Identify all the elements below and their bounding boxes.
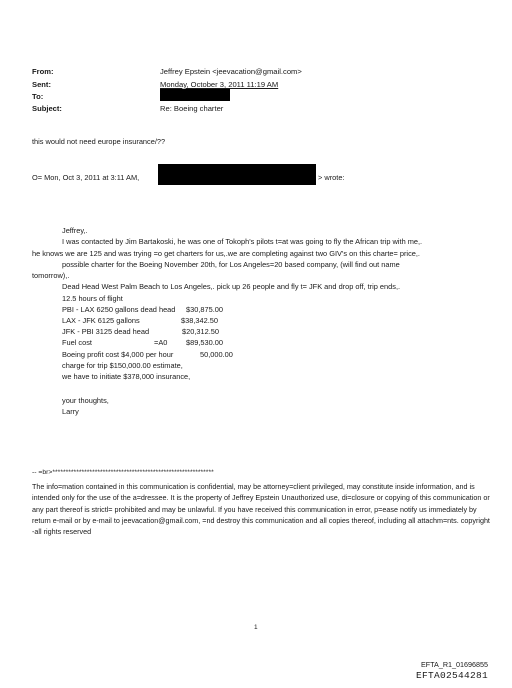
quote-intro-right: > wrote: xyxy=(318,173,345,182)
from-label: From: xyxy=(32,67,54,76)
cost-row-label: Fuel cost xyxy=(62,338,92,347)
body-line-4: tomorrow),. xyxy=(32,271,70,280)
cost-row-label: PBI - LAX 6250 gallons dead head xyxy=(62,305,176,314)
charge-line: charge for trip $150,000.00 estimate, xyxy=(62,361,183,370)
greeting: Jeffrey,. xyxy=(62,226,88,235)
cost-row-label: LAX - JFK 6125 gallons xyxy=(62,316,140,325)
page-number: 1 xyxy=(254,624,258,631)
profit-label: Boeing profit cost $4,000 per hour xyxy=(62,350,174,359)
body-line-2: he knows we are 125 and was trying =o get charters for us,.we are completing against two GIV's on this charte= price,. xyxy=(32,249,420,258)
to-label: To: xyxy=(32,92,44,101)
closing-line-1: your thoughts, xyxy=(62,396,109,405)
disclaimer-text: The info=mation contained in this communication is confidential, may be attorney=client privileged, may constitute inside information, and is intended only for the use of the a=dressee. It is the property of Jeffrey Epstein Unauthorized use, di=closure or copying of this communication or any part thereof is strictl= prohibited and may be unlawful. If you have received this communication in error, p=ease notify us immediately by return e-mail or by e-mail to jeevacation@gmail.com, =nd destroy this communication and all copies thereof, including all attachm=nts. copyright -all rights reserved xyxy=(32,482,490,537)
sent-value: Monday, October 3, 2011 11:19 AM xyxy=(160,80,279,89)
subject-label: Subject: xyxy=(32,104,62,113)
cost-row-label: JFK - PBI 3125 dead head xyxy=(62,327,150,336)
quote-intro-left: O= Mon, Oct 3, 2011 at 3:11 AM, xyxy=(32,173,140,182)
cost-row-mid: =A0 xyxy=(154,338,168,347)
flight-hours: 12.5 hours of flight xyxy=(62,294,123,303)
insurance-line: we have to initiate $378,000 insurance, xyxy=(62,372,191,381)
signature: Larry xyxy=(62,407,79,416)
disclaimer-rule: -- =br>************************************************************* xyxy=(32,469,214,476)
bates-number-1: EFTA_R1_01696855 xyxy=(421,660,488,669)
cost-row-value: $30,875.00 xyxy=(186,305,223,314)
subject-value: Re: Boeing charter xyxy=(160,104,224,113)
profit-value: 50,000.00 xyxy=(200,350,233,359)
cost-row-value: $89,530.00 xyxy=(186,338,223,347)
body-line-5: Dead Head West Palm Beach to Los Angeles,. pick up 26 people and fly t= JFK and drop off, trip ends,. xyxy=(62,282,401,291)
sender-redaction xyxy=(158,164,316,185)
sent-label: Sent: xyxy=(32,80,51,89)
cost-row-value: $20,312.50 xyxy=(182,327,219,336)
bates-number-2: EFTA02544281 xyxy=(415,670,488,681)
reply-text: this would not need europe insurance/?? xyxy=(32,137,166,146)
cost-row-value: $38,342.50 xyxy=(181,316,218,325)
body-line-3: possible charter for the Boeing November 20th, for Los Angeles=20 based company, (will find out name xyxy=(62,260,400,269)
from-value: Jeffrey Epstein <jeevacation@gmail.com> xyxy=(160,67,302,76)
to-redaction xyxy=(160,89,230,101)
body-line-1: I was contacted by Jim Bartakoski, he was one of Tokoph's pilots t=at was going to fly the African trip with me,. xyxy=(62,237,423,246)
